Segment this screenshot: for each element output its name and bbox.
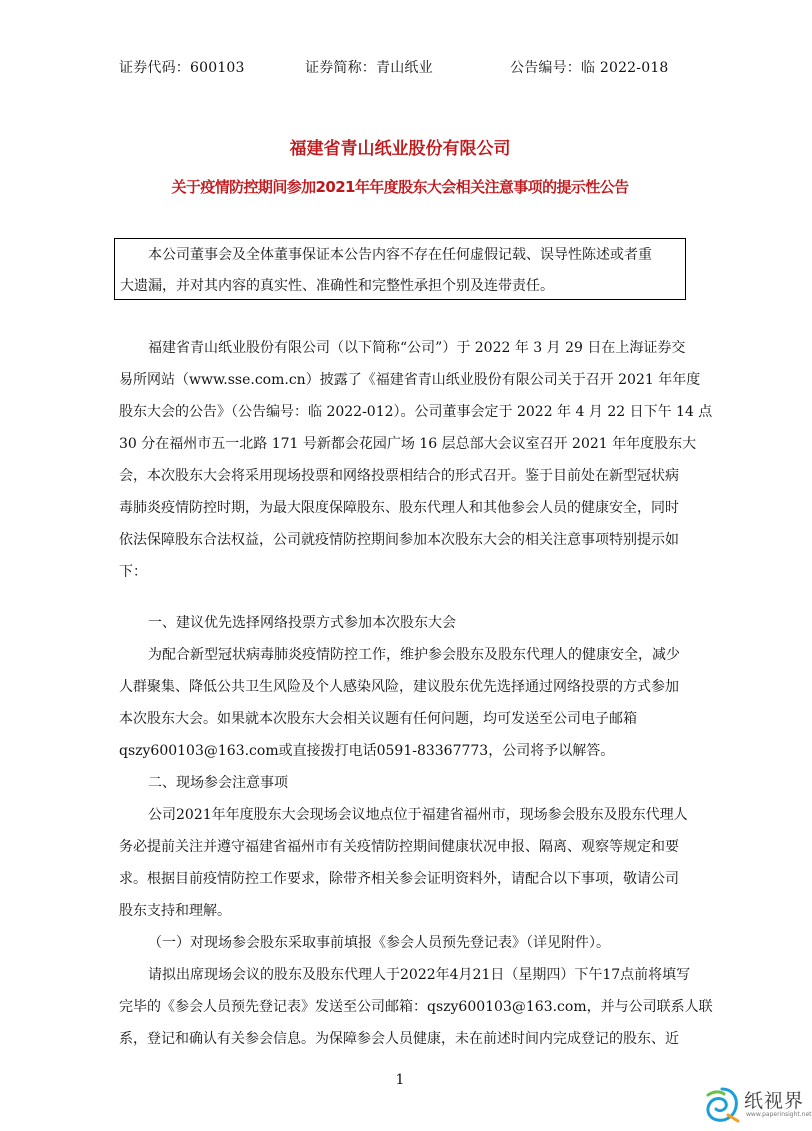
- section1-line: qszy600103@163.com或直接拨打电话0591-83367773，公司将予以解答。: [119, 743, 615, 759]
- stock-short-name: 证券简称：青山纸业: [305, 60, 433, 76]
- subsection-heading: （一）对现场参会股东采取事前填报《参会人员预先登记表》（详见附件）。: [148, 935, 610, 951]
- company-title: 福建省青山纸业股份有限公司: [289, 139, 511, 159]
- stock-code: 证券代码：600103: [119, 60, 245, 76]
- intro-line: 股东大会的公告》（公告编号：临 2022-012）。公司董事会定于 2022 年 4 月 22 日下午 14 点: [119, 404, 713, 420]
- statement-line: 大遗漏，并对其内容的真实性、准确性和完整性承担个别及连带责任。: [120, 278, 554, 294]
- subsection-line: 完毕的《参会人员预先登记表》发送至公司邮箱：qszy600103@163.com，并与公司联系人联: [119, 999, 713, 1015]
- intro-line: 毒肺炎疫情防控时期，为最大限度保障股东、股东代理人和其他参会人员的健康安全，同时: [119, 500, 679, 516]
- watermark: [702, 1083, 812, 1127]
- intro-line: 30 分在福州市五一北路 171 号新都会花园广场 16 层总部大会议室召开 2021 年年度股东大: [119, 436, 697, 452]
- intro-line: 依法保障股东合法权益，公司就疫情防控期间参加本次股东大会的相关注意事项特别提示如: [119, 532, 679, 548]
- board-statement-box: [114, 238, 686, 300]
- section2-line: 务必提前关注并遵守福建省福州市有关疫情防控期间健康状况申报、隔离、观察等规定和要: [119, 839, 679, 855]
- subsection-line: 请拟出席现场会议的股东及股东代理人于2022年4月21日（星期四）下午17点前将填写: [148, 967, 691, 983]
- intro-line: 下：: [119, 564, 147, 580]
- section-heading: 二、现场参会注意事项: [148, 775, 288, 791]
- section1-line: 人群聚集、降低公共卫生风险及个人感染风险，建议股东优先选择通过网络投票的方式参加: [119, 679, 679, 695]
- statement-line: 本公司董事会及全体董事保证本公告内容不存在任何虚假记载、误导性陈述或者重: [148, 247, 652, 263]
- section2-line: 求。根据目前疫情防控工作要求，除带齐相关参会证明资料外，请配合以下事项，敬请公司: [119, 871, 679, 887]
- intro-line: 易所网站（www.sse.com.cn）披露了《福建省青山纸业股份有限公司关于召开 2021 年年度: [119, 372, 701, 388]
- intro-line: 福建省青山纸业股份有限公司（以下简称“公司”）于 2022 年 3 月 29 日在上海证券交: [148, 340, 686, 356]
- watermark-name: 纸视界: [744, 1090, 805, 1112]
- notice-number: 公告编号：临 2022-018: [510, 60, 669, 76]
- section1-line: 为配合新型冠状病毒肺炎疫情防控工作，维护参会股东及股东代理人的健康安全，减少: [148, 647, 680, 663]
- announcement-title: 关于疫情防控期间参加2021年年度股东大会相关注意事项的提示性公告: [171, 178, 629, 196]
- watermark-logo-icon: [702, 1085, 742, 1125]
- section2-line: 公司2021年年度股东大会现场会议地点位于福建省福州市，现场参会股东及股东代理人: [148, 807, 688, 823]
- section1-line: 本次股东大会。如果就本次股东大会相关议题有任何问题，均可发送至公司电子邮箱: [119, 711, 637, 727]
- watermark-url: www.paperinsight.net: [746, 1111, 812, 1118]
- page-number: 1: [395, 1072, 405, 1088]
- section2-line: 股东支持和理解。: [119, 903, 231, 919]
- intro-line: 会，本次股东大会将采用现场投票和网络投票相结合的形式召开。鉴于目前处在新型冠状病: [119, 468, 679, 484]
- section-heading: 一、建议优先选择网络投票方式参加本次股东大会: [148, 615, 456, 631]
- subsection-line: 系，登记和确认有关参会信息。为保障参会人员健康，未在前述时间内完成登记的股东、近: [119, 1031, 679, 1047]
